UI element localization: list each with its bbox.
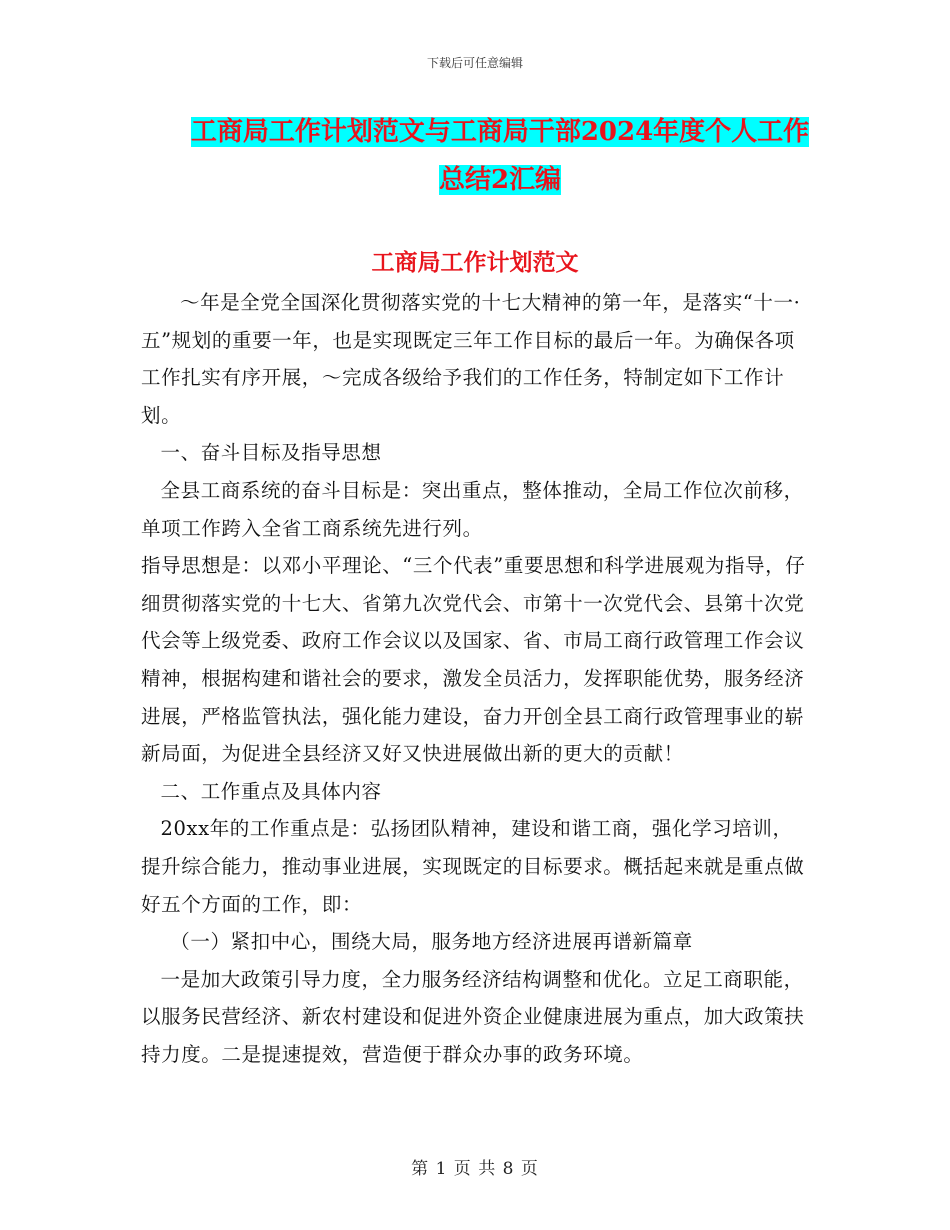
- paragraph-guiding-thought: 指导思想是：以邓小平理论、“三个代表”重要思想和科学进展观为指导，仔细贯彻落实党的十七大、省第九次党代会、市第十一次党代会、县第十次党代会等上级党委、政府工作会议以及国家、省、市局工商行政管理工作会议精神，根据构建和谐社会的要求，激发全员活力，发挥职能优势，服务经济进展，严格监管执法，强化能力建设，奋力开创全县工商行政管理事业的崭新局面，为促进全县经济又好又快进展做出新的更大的贡献！: [141, 554, 806, 766]
- page-header-note: 下载后可任意编辑: [426, 56, 523, 70]
- paragraph-key-work: 20xx年的工作重点是：弘扬团队精神，建设和谐工商，强化学习培训，提升综合能力，推动事业进展，实现既定的目标要求。概括起来就是重点做好五个方面的工作，即：: [141, 817, 805, 916]
- paragraph-goals: 全县工商系统的奋斗目标是：突出重点，整体推动，全局工作位次前移，单项工作跨入全省工商系统先进行列。: [141, 478, 804, 540]
- document-body: [141, 284, 809, 1073]
- paragraph-intro: ～年是全党全国深化贯彻落实党的十七大精神的第一年，是落实“十一·五”规划的重要一年，也是实现既定三年工作目标的最后一年。为确保各项工作扎实有序开展，～完成各级给予我们的工作任务，特制定如下工作计划。: [141, 291, 801, 427]
- section-title: 工商局工作计划范文: [371, 249, 579, 276]
- subheading-section-one: （一）紧扣中心，围绕大局，服务地方经济进展再谱新篇章: [170, 930, 693, 954]
- heading-key-work: 二、工作重点及具体内容: [160, 779, 382, 803]
- document-title-line-1: 工商局工作计划范文与工商局干部2024年度个人工作: [190, 117, 810, 147]
- document-title: [140, 108, 860, 204]
- document-title-line-2: 总结2汇编: [438, 165, 562, 195]
- paragraph-policy: 一是加大政策引导力度，全力服务经济结构调整和优化。立足工商职能，以服务民营经济、新农村建设和促进外资企业健康进展为重点，加大政策扶持力度。二是提速提效，营造便于群众办事的政务环境。: [141, 967, 805, 1066]
- heading-goals: 一、奋斗目标及指导思想: [160, 441, 382, 465]
- page-number: 第 1 页 共 8 页: [411, 1159, 539, 1179]
